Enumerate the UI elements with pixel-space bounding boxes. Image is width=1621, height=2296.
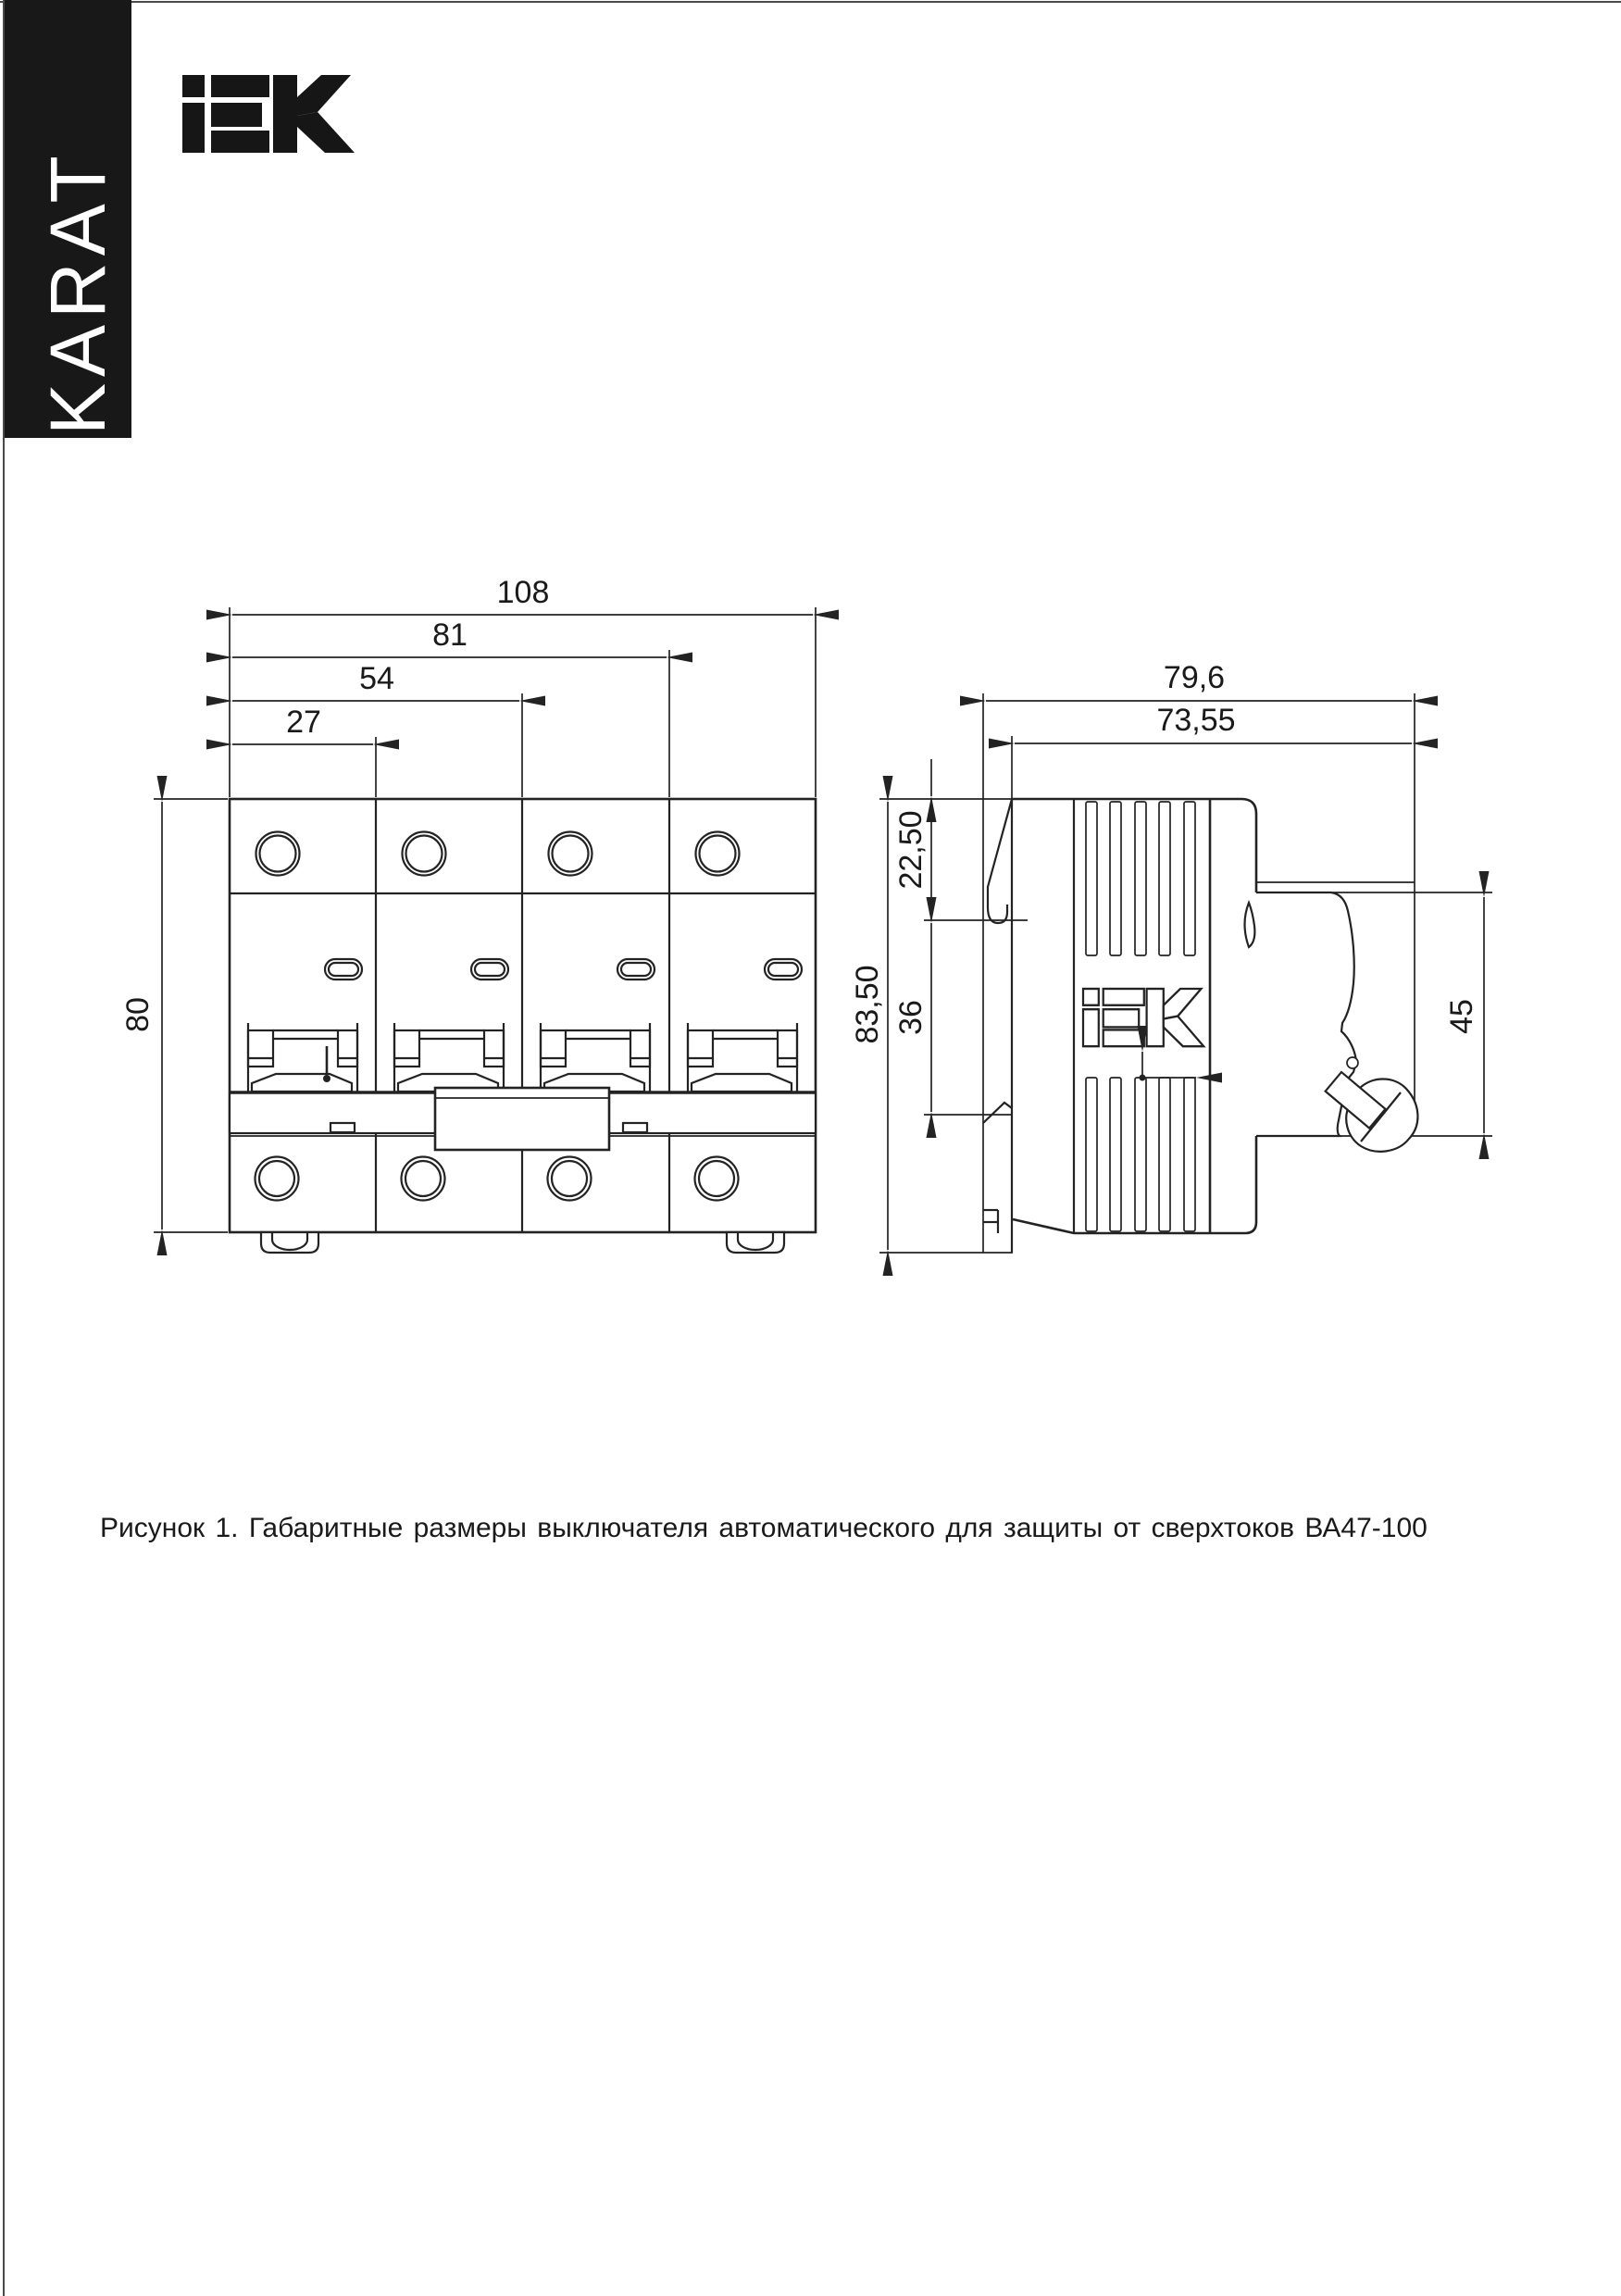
iek-logo-embossed <box>1083 989 1203 1046</box>
module-dividers <box>230 799 816 1232</box>
din-rail-tabs <box>261 1232 784 1253</box>
breaker-side-body <box>983 799 1417 1253</box>
indicator-windows <box>325 959 802 980</box>
side-view-drawing <box>850 660 1492 1253</box>
side-dimension-lines <box>888 701 1484 1250</box>
side-extension-lines <box>879 693 1492 1253</box>
bottom-terminal-screws <box>256 1157 739 1201</box>
face-screw <box>1347 1057 1358 1068</box>
front-view-drawing <box>120 575 816 1253</box>
karat-brand-label: KARAT <box>34 149 121 435</box>
dim-label-81: 81 <box>432 618 468 653</box>
figure-caption: Рисунок 1. Габаритные размеры выключателя автоматического для защиты от сверхтоков ВА47-100 <box>100 1513 1428 1543</box>
dim-label-83-50: 83,50 <box>850 965 885 1044</box>
dim-label-45: 45 <box>1444 999 1479 1034</box>
face-slit <box>1245 903 1255 947</box>
dim-label-22-50: 22,50 <box>893 810 929 890</box>
dim-label-80: 80 <box>120 997 156 1032</box>
interlock-bar <box>230 1088 816 1150</box>
dim-label-27: 27 <box>286 705 321 740</box>
dim-label-108: 108 <box>496 575 550 610</box>
vent-slots-top <box>1086 802 1195 955</box>
toggle-lever <box>1326 1072 1418 1152</box>
vent-slots-bottom <box>1086 1078 1195 1231</box>
din-latch <box>983 1103 1012 1233</box>
reference-arrows <box>1140 1052 1197 1081</box>
iek-logo <box>182 75 355 153</box>
dim-label-73-55: 73,55 <box>1156 703 1236 738</box>
dim-label-36: 36 <box>893 1000 929 1035</box>
trip-indicator-dot <box>323 1075 330 1082</box>
dim-label-54: 54 <box>359 661 394 696</box>
dim-label-79-6: 79,6 <box>1163 660 1226 695</box>
top-terminal-screws <box>256 832 740 876</box>
